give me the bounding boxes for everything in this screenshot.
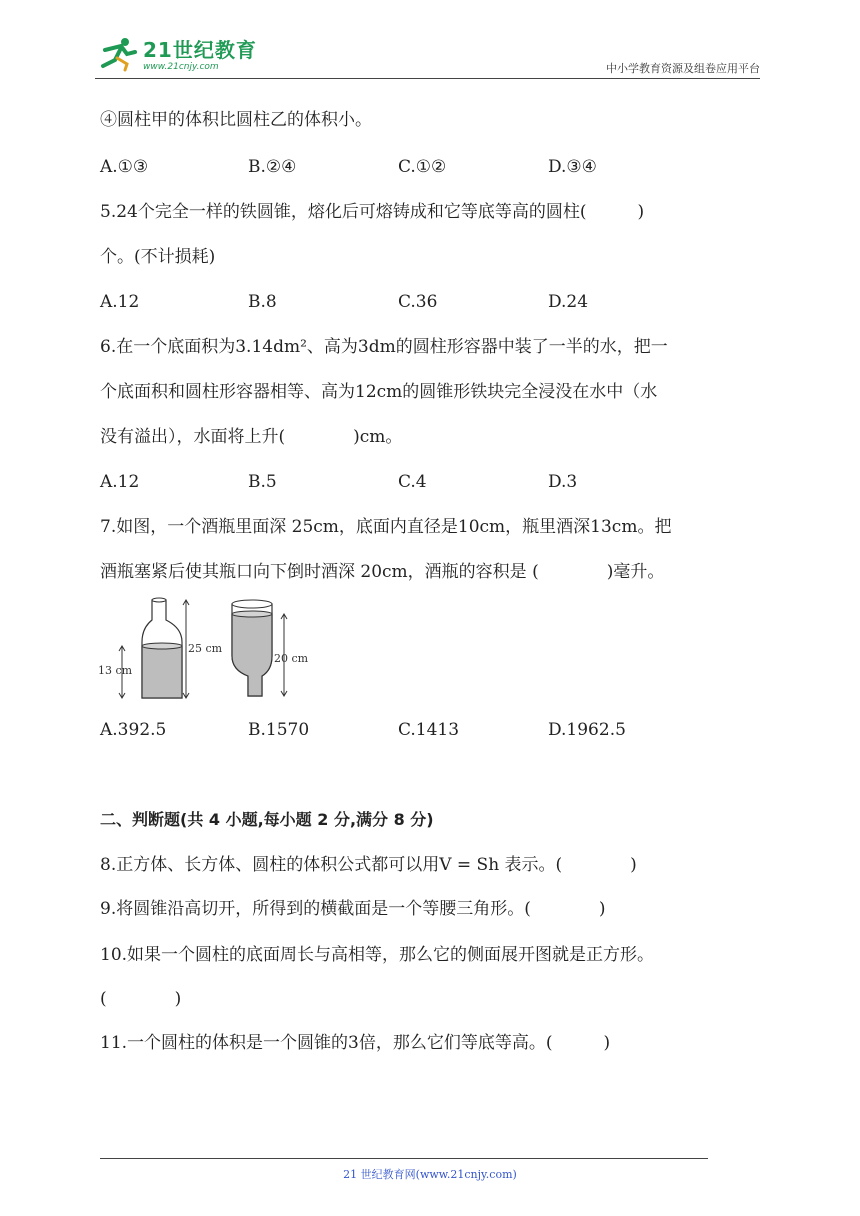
question-6-line-3: 没有溢出），水面将上升( )cm。	[100, 427, 403, 447]
question-6-line-1: 6.在一个底面积为3.14dm²、高为3dm的圆柱形容器中装了一半的水，把一	[100, 337, 668, 357]
label-13cm: 13 cm	[98, 664, 133, 677]
option-c[interactable]: C.①②	[398, 157, 447, 177]
logo-text: 21世纪教育	[143, 38, 257, 62]
question-7-line-2: 酒瓶塞紧后使其瓶口向下倒时酒深 20cm，酒瓶的容积是 ( )毫升。	[100, 562, 665, 582]
inverted-bottle	[232, 600, 309, 696]
option-b[interactable]: B.②④	[248, 157, 297, 177]
platform-name: 中小学教育资源及组卷应用平台	[606, 62, 760, 75]
option-b[interactable]: B.8	[248, 292, 277, 312]
question-5-line-1: 5.24个完全一样的铁圆锥，熔化后可熔铸成和它等底等高的圆柱( )	[100, 202, 645, 222]
question-7-line-1: 7.如图，一个酒瓶里面深 25cm，底面内直径是10cm，瓶里酒深13cm。把	[100, 517, 672, 537]
statement-4: ④圆柱甲的体积比圆柱乙的体积小。	[100, 110, 372, 130]
question-8: 8.正方体、长方体、圆柱的体积公式都可以用V = Sh 表示。( )	[100, 855, 637, 875]
section-2-heading: 二、判断题(共 4 小题,每小题 2 分,满分 8 分)	[100, 810, 434, 829]
option-a[interactable]: A.392.5	[100, 720, 167, 740]
question-10-line-1: 10.如果一个圆柱的底面周长与高相等，那么它的侧面展开图就是正方形。	[100, 945, 655, 965]
option-d[interactable]: D.3	[548, 472, 578, 492]
wine-level-inverted	[232, 614, 272, 696]
question-11: 11.一个圆柱的体积是一个圆锥的3倍，那么它们等底等高。( )	[100, 1033, 611, 1053]
footer-text[interactable]: 21 世纪教育网(www.21cnjy.com)	[343, 1168, 517, 1181]
option-d[interactable]: D.1962.5	[548, 720, 626, 740]
label-20cm: 20 cm	[274, 652, 309, 665]
option-b[interactable]: B.1570	[248, 720, 310, 740]
header-divider	[95, 78, 760, 79]
upright-bottle	[98, 598, 223, 698]
question-5-line-2: 个。(不计损耗)	[100, 247, 216, 267]
option-c[interactable]: C.1413	[398, 720, 460, 740]
logo	[95, 32, 265, 78]
option-b[interactable]: B.5	[248, 472, 277, 492]
option-a[interactable]: A.12	[100, 292, 140, 312]
wine-level-upright	[142, 646, 182, 698]
option-c[interactable]: C.4	[398, 472, 427, 492]
page-header	[95, 32, 760, 78]
question-10-line-2: ( )	[100, 989, 182, 1009]
bottle-figure	[96, 594, 326, 706]
option-d[interactable]: D.24	[548, 292, 589, 312]
question-9: 9.将圆锥沿高切开，所得到的横截面是一个等腰三角形。( )	[100, 899, 606, 919]
option-d[interactable]: D.③④	[548, 157, 597, 177]
question-6-line-2: 个底面积和圆柱形容器相等、高为12cm的圆锥形铁块完全浸没在水中（水	[100, 382, 658, 402]
option-c[interactable]: C.36	[398, 292, 438, 312]
logo-url: www.21cnjy.com	[143, 62, 219, 72]
option-a[interactable]: A.①③	[100, 157, 149, 177]
footer-divider	[100, 1158, 708, 1159]
option-a[interactable]: A.12	[100, 472, 140, 492]
label-25cm: 25 cm	[188, 642, 223, 655]
runner-logo-icon	[95, 36, 139, 72]
